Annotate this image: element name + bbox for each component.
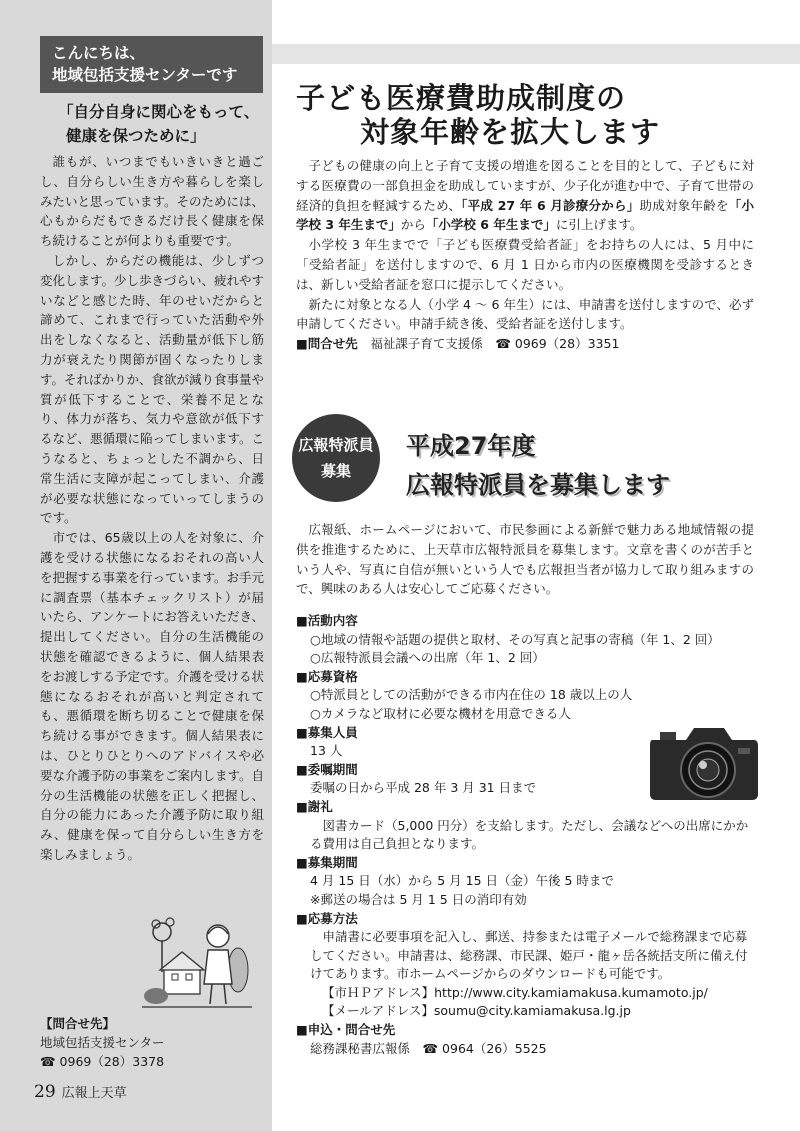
article1-paragraph-1 xyxy=(296,156,754,235)
badge-line2: 募集 xyxy=(320,462,351,480)
section-heading: ■応募方法 xyxy=(296,910,358,926)
section-value: 総務課秘書広報係 ☎ 0964（26）5525 xyxy=(310,1040,547,1056)
article1-title-line2: 対象年齢を拡大します xyxy=(360,115,661,149)
article2-title-line1: 平成27年度 xyxy=(406,432,536,460)
section-value: 4 月 15 日（水）から 5 月 15 日（金）午後 5 時まで xyxy=(310,873,614,889)
sidebar-contact-phone: ☎ 0969（28）3378 xyxy=(40,1054,165,1069)
sidebar-paragraph: 誰もが、いつまでもいきいきと過ごし、自分らしい生き方や暮らしを楽しみたいと思っています。そのためには、心もからだもできるだけ長く健康を保ち続けることが何よりも重要です。 xyxy=(40,154,265,249)
page-number: 29 xyxy=(34,1082,56,1102)
contact-label: ■問合せ先 xyxy=(296,336,358,352)
emphasis-date: 「平成 27 年 6 月診療分から」 xyxy=(461,197,640,213)
section-note: ※郵送の場合は 5 月 1 5 日の消印有効 xyxy=(310,891,527,907)
sidebar-header xyxy=(40,36,263,93)
correspondent-badge xyxy=(292,414,380,502)
list-item: ○特派員としての活動ができる市内在住の 18 歳以上の人 xyxy=(310,687,633,703)
text-span: から xyxy=(400,217,426,233)
section-heading: ■委嘱期間 xyxy=(296,761,358,777)
elderly-woman-illustration xyxy=(142,912,252,1012)
text-span: に引上げます。 xyxy=(555,217,643,233)
email-address[interactable]: 【メールアドレス】soumu@city.kamiamakusa.lg.jp xyxy=(322,1003,631,1019)
article1-paragraph-2: 小学校 3 年生までで「子ども医療費受給者証」をお持ちの人には、5 月中に「受給者証」を送付しますので、6 月 1 日から市内の医療機関を受診するときは、新しい受給者証を窓口に提示してください。 xyxy=(296,237,754,292)
article1-title-line1: 子ども医療費助成制度の xyxy=(296,81,627,115)
sidebar-contact-org: 地域包括支援センター xyxy=(40,1035,165,1050)
article2-details xyxy=(296,612,756,1058)
section-value: 申請書に必要事項を記入し、郵送、持参または電子メールで総務課まで応募してください。申請書は、総務課、市民課、姫戸・龍ヶ岳各統括支所に備え付けてあります。市ホームページからのダウンロードも可能です。 xyxy=(310,929,748,982)
section-heading: ■申込・問合せ先 xyxy=(296,1022,396,1038)
text-span: 助成対象年齢を xyxy=(639,197,729,213)
emphasis-new-age: 「小学校 6 年生まで」 xyxy=(425,217,556,233)
text-span: 子どもの健康の向上と子育て支援の増進を図ることを目的として、子どもに対する医療費の一部負担金を助成していますが、少子化が進む中で、子育て世帯の経済的負担を軽減するため、 xyxy=(296,158,754,213)
article1-paragraph-3: 新たに対象となる人（小学 4 ～ 6 年生）には、申請書を送付しますので、必ず申請してください。申請手続き後、受給者証を送付します。 xyxy=(296,296,754,332)
article1-contact xyxy=(296,334,754,354)
camera-icon xyxy=(646,720,762,804)
badge-line1: 広報特派員 xyxy=(298,436,374,454)
contact-text: 福祉課子育て支援係 ☎ 0969（28）3351 xyxy=(370,336,620,352)
section-heading: ■応募資格 xyxy=(296,668,358,684)
article2-intro xyxy=(296,520,754,599)
homepage-address[interactable]: 【市ＨＰアドレス】http://www.city.kamiamakusa.kumamoto.jp/ xyxy=(322,984,708,1000)
sidebar-header-line2: 地域包括支援センターです xyxy=(52,66,238,84)
sidebar-header-line1: こんにちは、 xyxy=(52,44,146,62)
top-band xyxy=(272,44,800,64)
list-item: ○地域の情報や話題の提供と取材、その写真と記事の寄稿（年 1、2 回） xyxy=(310,631,720,647)
section-value: 13 人 xyxy=(310,743,343,759)
section-value: 委嘱の日から平成 28 年 3 月 31 日まで xyxy=(310,780,537,796)
sidebar-body xyxy=(40,152,264,865)
section-heading: ■活動内容 xyxy=(296,613,358,628)
list-item: ○広報特派員会議への出席（年 1、2 回） xyxy=(310,650,545,666)
sidebar-subtitle-line1: 「自分自身に関心をもって、 xyxy=(58,103,260,121)
sidebar-paragraph: しかし、からだの機能は、少しずつ変化します。少し歩きづらい、疲れやすいなどと感じた時、年のせいだからと諦めて、これまで行っていた活動や外出をしなくなると、活動量が低下し筋力が衰えたり関節が固くなったりします。そればかりか、食欲が減り食事量や質が低下することで、栄養不足となり、体力が落ち、気力や意欲が低下するなど、悪循環に陥ってしまいます。こうなると、ちょっとした不調から、日常生活に支障が起こってしまい、介護が必要な状態になっていってしまうのです。 xyxy=(40,252,265,526)
article2-title-line2: 広報特派員を募集します xyxy=(406,471,670,499)
section-heading: ■募集人員 xyxy=(296,724,358,740)
article1-body xyxy=(296,156,754,354)
section-heading: ■謝礼 xyxy=(296,798,333,814)
section-value: 図書カード（5,000 円分）を支給します。ただし、会議などへの出席にかかる費用は自己負担となります。 xyxy=(310,817,749,852)
sidebar-subtitle xyxy=(58,100,268,148)
publication-name: 広報上天草 xyxy=(61,1086,127,1101)
page-footer xyxy=(34,1082,127,1102)
sidebar-contact xyxy=(40,1014,260,1071)
sidebar-contact-heading: 【問合せ先】 xyxy=(40,1016,116,1031)
sidebar-subtitle-line2: 健康を保つために」 xyxy=(66,127,206,145)
emphasis-old-age: 「小学校 3 年生まで」 xyxy=(296,197,754,233)
list-item: ○カメラなど取材に必要な機材を用意できる人 xyxy=(310,705,571,721)
sidebar-column xyxy=(0,0,272,1131)
article2-intro-text: 広報紙、ホームページにおいて、市民参画による新鮮で魅力ある地域情報の提供を推進するために、上天草市広報特派員を募集します。文章を書くのが苦手という人や、写真に自信が無いという人でも広報担当者が協力して取り組みますので、興味のある人は安心してご応募ください。 xyxy=(296,522,754,597)
sidebar-paragraph: 市では、65歳以上の人を対象に、介護を受ける状態になるおそれの高い人を把握する事業を行っています。お手元に調査票（基本チェックリスト）が届いたら、アンケートにお答えいただき、提出してください。自分の生活機能の状態を確認できるように、個人結果表をお渡しする予定です。介護を受ける状態になるおそれが高いと判定されても、悪循環を断ち切ることで健康を保ち続ける事ができます。個人結果表には、ひとりひとりへのアドバイスや必要な介護予防の事業をご案内します。自分の生活機能の状態を正しく把握し、自分の能力にあった介護予防に取り組み、健康を保って自分らしい生き方を楽しみましょう。 xyxy=(40,530,265,862)
section-heading: ■募集期間 xyxy=(296,854,358,870)
